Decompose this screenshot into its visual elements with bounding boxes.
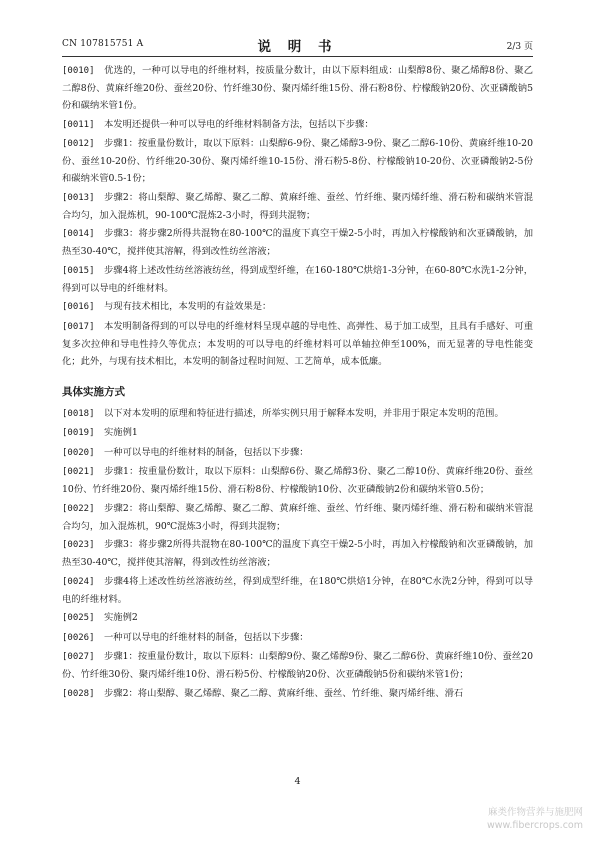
paragraph-number: [0021]	[62, 467, 95, 477]
page-header	[62, 35, 533, 55]
header-divider	[62, 56, 533, 57]
paragraph	[62, 609, 533, 627]
paragraph-list-bottom	[62, 405, 533, 703]
paragraph-text: 优选的，一种可以导电的纤维材料，按质量分数计，由以下原料组成：山梨醇8份、聚乙烯醇8份、聚乙二醇8份、黄麻纤维20份、蚕丝20份、竹纤维30份、聚丙烯纤维15份、滑石粉8份、柠檬酸钠20份、次亚磷酸钠5份和碳纳米管1份。	[62, 65, 533, 111]
paragraph-number: [0025]	[62, 613, 95, 623]
paragraph-number: [0024]	[62, 576, 95, 587]
paragraph-number: [0017]	[62, 321, 95, 332]
paragraph-text: 步骤2：将山梨醇、聚乙烯醇、聚乙二醇、黄麻纤维、蚕丝、竹纤维、聚丙烯纤维、滑石	[104, 687, 464, 699]
paragraph-number: [0027]	[62, 652, 95, 662]
paragraph	[62, 116, 533, 134]
paragraph-number: [0015]	[62, 265, 95, 276]
paragraph-text: 实施例1	[104, 427, 138, 438]
watermark-url: www.fibercrops.com	[486, 820, 583, 831]
paragraph-text: 一种可以导电的纤维材料的制备，包括以下步骤：	[104, 446, 309, 458]
paragraph-number: [0014]	[62, 229, 95, 239]
paragraph	[62, 536, 533, 571]
paragraph	[62, 318, 533, 370]
paragraph-number: [0011]	[62, 119, 95, 130]
paragraph-text: 步骤2：将山梨醇、聚乙烯醇、聚乙二醇、黄麻纤维、蚕丝、竹纤维、聚丙烯纤维、滑石粉和碳纳米管混合均匀，加入混炼机，90-100℃混炼2-3小时，得到共混物；	[62, 191, 533, 221]
page-indicator: 2/3 页	[506, 42, 533, 52]
document-body	[62, 62, 533, 704]
paragraph-text: 步骤1：按重量份数计，取以下原料：山梨醇6份、聚乙烯醇3份、聚乙二醇10份、黄麻纤维20份、蚕丝10份、竹纤维20份、聚丙烯纤维15份、滑石粉8份、柠檬酸钠10份、次亚磷酸钠2份和碳纳米管0.5份；	[62, 466, 533, 495]
paragraph	[62, 463, 533, 498]
paragraph	[62, 629, 533, 647]
paragraph-text: 步骤3：将步骤2所得共混物在80-100℃的温度下真空干燥2-5小时，再加入柠檬酸钠和次亚磷酸钠，加热至30-40℃，搅拌使其溶解，得到改性纺丝溶液；	[62, 539, 533, 568]
paragraph-text: 实施例2	[104, 612, 138, 623]
paragraph	[62, 685, 533, 703]
paragraph-number: [0028]	[62, 688, 95, 699]
paragraph	[62, 648, 533, 683]
paragraph-text: 步骤1：按重量份数计，取以下原料：山梨醇6-9份、聚乙烯醇3-9份、聚乙二醇6-10份、黄麻纤维10-20份、蚕丝10-20份、竹纤维20-30份、聚丙烯纤维10-15份、滑石粉5-8份、柠檬酸钠10-20份、次亚磷酸钠2-5份和碳纳米管0.5-1份；	[62, 138, 533, 184]
paragraph-number: [0023]	[62, 540, 95, 550]
paragraph-number: [0012]	[62, 139, 95, 149]
watermark-site-name: 麻类作物营养与施肥网	[487, 807, 583, 818]
paragraph-text: 步骤2：将山梨醇、聚乙烯醇、聚乙二醇、黄麻纤维、蚕丝、竹纤维、聚丙烯纤维、滑石粉和碳纳米管混合均匀，加入混炼机，90℃混炼3小时，得到共混物；	[62, 502, 533, 532]
paragraph-number: [0013]	[62, 192, 95, 203]
paragraph	[62, 573, 533, 608]
paragraph	[62, 189, 533, 224]
paragraph-number: [0016]	[62, 302, 95, 312]
paragraph-text: 本发明制备得到的可以导电的纤维材料呈现卓越的导电性、高弹性、易于加工成型，且具有手感好、可重复多次拉伸和导电性持久等优点；本发明的可以导电的纤维材料可以单轴拉伸至100%，而无显著的导电性能变化；此外，与现有技术相比，本发明的制备过程时间短、工艺简单，成本低廉。	[62, 320, 533, 367]
paragraph-text: 步骤4将上述改性纺丝溶液纺丝，得到成型纤维，在180℃烘焙1分钟，在80℃水洗2分钟，得到可以导电的纤维材料。	[62, 575, 533, 605]
paragraph	[62, 500, 533, 535]
paragraph-number: [0010]	[62, 66, 95, 76]
paragraph-number: [0019]	[62, 428, 95, 438]
paragraph	[62, 444, 533, 462]
watermark	[487, 806, 583, 832]
patent-number: CN 107815751 A	[62, 39, 144, 49]
document-title: 说 明 书	[257, 39, 338, 55]
paragraph-text: 以下对本发明的原理和特征进行描述，所举实例只用于解释本发明，并非用于限定本发明的范围。	[104, 407, 504, 419]
paragraph-text: 步骤4将上述改性纺丝溶液纺丝，得到成型纤维，在160-180℃烘焙1-3分钟，在60-80℃水洗1-2分钟，得到可以导电的纤维材料。	[62, 264, 533, 294]
paragraph-text: 步骤1：按重量份数计，取以下原料：山梨醇9份、聚乙烯醇9份、聚乙二醇6份、黄麻纤维10份、蚕丝20份、竹纤维30份、聚丙烯纤维10份、滑石粉5份、柠檬酸钠20份、次亚磷酸钠5份和碳纳米管1份；	[62, 651, 533, 680]
section-heading: 具体实施方式	[62, 385, 125, 398]
paragraph-number: [0026]	[62, 632, 95, 643]
paragraph	[62, 424, 533, 442]
paragraph-number: [0022]	[62, 503, 95, 514]
paragraph-text: 本发明还提供一种可以导电的纤维材料制备方法，包括以下步骤：	[104, 118, 374, 130]
paragraph	[62, 298, 533, 316]
paragraph-text: 与现有技术相比，本发明的有益效果是：	[104, 301, 272, 312]
paragraph	[62, 262, 533, 297]
paragraph-text: 一种可以导电的纤维材料的制备，包括以下步骤：	[104, 631, 309, 643]
page-number: 4	[294, 776, 301, 787]
paragraph	[62, 135, 533, 187]
paragraph	[62, 405, 533, 423]
paragraph	[62, 62, 533, 114]
paragraph-number: [0018]	[62, 408, 95, 419]
paragraph	[62, 225, 533, 260]
paragraph-text: 步骤3：将步骤2所得共混物在80-100℃的温度下真空干燥2-5小时，再加入柠檬酸钠和次亚磷酸钠，加热至30-40℃，搅拌使其溶解，得到改性纺丝溶液；	[62, 228, 533, 257]
paragraph-list-top	[62, 62, 533, 370]
paragraph-number: [0020]	[62, 447, 95, 458]
